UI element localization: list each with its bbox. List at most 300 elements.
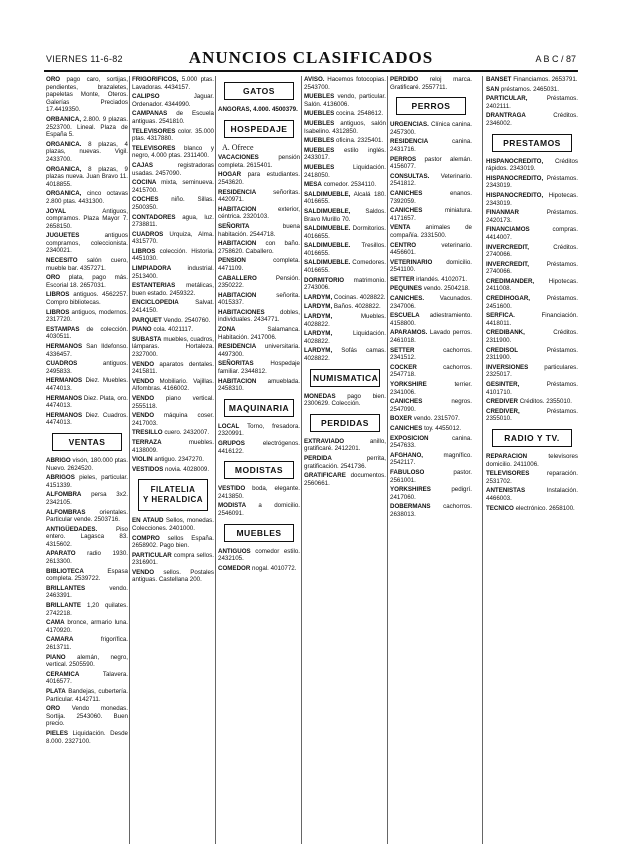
ad-keyword: AFGHANO, bbox=[390, 451, 423, 459]
classified-ad bbox=[46, 705, 128, 728]
ad-text: Alcalá 180. 4016655. bbox=[304, 190, 386, 206]
gatos-ad bbox=[218, 106, 300, 114]
classified-ad bbox=[218, 378, 300, 393]
classified-ad bbox=[132, 429, 214, 437]
ad-keyword: LARDYM, bbox=[304, 330, 333, 338]
classified-ad bbox=[132, 214, 214, 229]
ad-text: Financiamos. 2653791. bbox=[513, 76, 578, 83]
ad-text: irlandés. 4102071. bbox=[416, 275, 468, 283]
ad-text: Antiguos, compramos. Plaza Mayor 7. 2658150. bbox=[46, 207, 128, 230]
ad-text: exterior, céntrica. 2320103. bbox=[218, 205, 300, 221]
classified-ad bbox=[46, 343, 128, 358]
ad-text: Financiación. 4418011. bbox=[486, 312, 578, 327]
ad-text: agua, luz. 2738811. bbox=[132, 213, 214, 229]
classified-ad bbox=[46, 166, 128, 189]
ad-keyword: ORBANICA, bbox=[46, 115, 82, 123]
ad-text: canina. 2431716. bbox=[390, 138, 472, 153]
section-perros: PERROS bbox=[396, 97, 466, 115]
ad-keyword: MESA bbox=[304, 181, 322, 189]
ad-text: vendo. 2504218. bbox=[423, 285, 470, 293]
ad-text: perrita, gratificación. 2541736. bbox=[304, 454, 386, 470]
ad-keyword: HISPANOCREDITO, bbox=[486, 191, 544, 199]
classified-ad bbox=[218, 223, 300, 238]
ad-text: piano vertical. 2555118. bbox=[132, 394, 214, 410]
ad-keyword: INVERSIONES bbox=[486, 363, 529, 371]
classified-ad bbox=[132, 93, 214, 108]
ad-keyword: HABITACION bbox=[218, 377, 257, 385]
ad-keyword: PERROS bbox=[390, 155, 417, 163]
classified-ad bbox=[132, 569, 214, 584]
ad-text: veterinario. 4456601. bbox=[390, 241, 472, 257]
ad-keyword: TELEVISORES bbox=[132, 127, 176, 135]
ad-text: amueblada. 2458310. bbox=[218, 377, 300, 393]
classified-ad bbox=[390, 224, 472, 239]
ad-keyword: CAMA bbox=[46, 619, 65, 627]
classified-ad bbox=[218, 343, 300, 358]
ad-keyword: ESCUELA bbox=[390, 312, 420, 320]
ad-keyword: SALDIMUEBLE. bbox=[304, 242, 351, 250]
column-1 bbox=[46, 76, 128, 844]
ad-text: alemán, negro, vertical. 2505590. bbox=[46, 653, 128, 669]
classified-ad bbox=[46, 377, 128, 392]
ad-text: Instalación. 4466003. bbox=[486, 487, 578, 502]
classified-ad bbox=[46, 190, 128, 205]
ad-keyword: HERMANOS bbox=[46, 343, 83, 350]
classified-ad bbox=[218, 275, 300, 290]
ad-text: comedor estilo. 2432105. bbox=[218, 547, 300, 563]
issue-date: VIERNES 11-6-82 bbox=[46, 54, 123, 64]
ad-keyword: PENSION bbox=[218, 257, 246, 265]
ad-keyword: URGENCIAS. bbox=[390, 121, 429, 129]
ad-keyword: CREDIVER bbox=[486, 398, 518, 406]
ad-keyword: HABITACION bbox=[218, 240, 257, 248]
ad-text: orientales. Particular vende. 2503716. bbox=[46, 508, 128, 524]
ad-text: con baño. 2758620. Caballero. bbox=[218, 240, 300, 255]
ad-keyword: EN ATAUD bbox=[132, 517, 164, 525]
ad-text: Vendo. 2540760. bbox=[163, 316, 211, 324]
classified-ad bbox=[486, 76, 578, 84]
ad-keyword: HOGAR bbox=[218, 171, 242, 179]
classified-ad bbox=[304, 294, 386, 302]
classified-ad bbox=[218, 423, 300, 438]
ad-text: Hipotecas. 2343019. bbox=[486, 191, 578, 207]
section-hospedaje: HOSPEDAJE bbox=[224, 120, 294, 138]
classified-ad bbox=[304, 455, 386, 470]
ad-keyword: ESTAMPAS bbox=[46, 325, 80, 333]
column-divider bbox=[215, 76, 216, 844]
hospedaje-subheading: A. Ofrece bbox=[222, 142, 254, 152]
ad-text: compra sellos. 2316901. bbox=[132, 551, 214, 567]
ad-text: toy. 4455012. bbox=[424, 424, 462, 432]
classified-ad bbox=[218, 154, 300, 169]
ad-keyword: COCHES bbox=[132, 196, 159, 204]
classified-ad bbox=[46, 491, 128, 506]
classified-ad bbox=[218, 240, 300, 255]
classified-ad bbox=[132, 336, 214, 359]
ad-keyword: SUBASTA bbox=[132, 335, 162, 343]
ad-text: pago bien. 2300629. Colección. bbox=[304, 392, 386, 408]
ad-text: nogal. 4010772. bbox=[252, 564, 297, 572]
classified-ad bbox=[218, 548, 300, 563]
ad-keyword: ENCICLOPEDIA bbox=[132, 299, 179, 307]
ad-keyword: LIBROS bbox=[46, 291, 70, 299]
ad-keyword: VENDO bbox=[132, 377, 155, 385]
ad-text: cuero. 2432007. bbox=[164, 429, 210, 437]
classified-ad bbox=[132, 456, 214, 464]
classified-ad bbox=[304, 147, 386, 162]
ad-text: 1,20 quilates. 2742218. bbox=[46, 602, 128, 617]
classified-ad bbox=[390, 156, 472, 171]
classified-ad bbox=[46, 602, 128, 617]
section-radio-tv: RADIO Y TV. bbox=[492, 429, 572, 447]
ad-keyword: CUADROS bbox=[46, 360, 78, 368]
classified-ad bbox=[218, 440, 300, 455]
ad-keyword: DOBERMANS bbox=[390, 503, 431, 511]
ad-text: Veterinario. 2541812. bbox=[390, 172, 472, 188]
ad-text: Créditos. 2355010. bbox=[519, 398, 573, 406]
classified-ad bbox=[304, 76, 386, 91]
ad-keyword: BOXER bbox=[390, 415, 413, 423]
ad-text: sellos España. 2658902. Pago bien. bbox=[132, 534, 214, 550]
classified-ad bbox=[46, 208, 128, 231]
ad-text: Baños. 4028822. bbox=[333, 303, 381, 311]
classified-ad bbox=[390, 381, 472, 396]
ad-text: Préstamos. 2343019. bbox=[486, 174, 578, 190]
ad-text: Clínica canina. 2457300. bbox=[390, 121, 472, 136]
ad-keyword: COCKER bbox=[390, 363, 417, 371]
classified-ad bbox=[304, 259, 386, 274]
ad-text: anillo, gratificaré. 2412201. bbox=[304, 437, 386, 453]
ad-list bbox=[218, 154, 300, 393]
ad-text: Hipotecas. 2411008. bbox=[486, 277, 578, 293]
classified-ad bbox=[132, 552, 214, 567]
ad-text: miniatura. 4171657. bbox=[390, 207, 472, 222]
ad-text: Liquidación. 2418050. bbox=[304, 163, 386, 179]
ad-keyword: HABITACION bbox=[218, 205, 257, 213]
ad-keyword: CREDISOL bbox=[486, 346, 518, 354]
ad-keyword: MUEBLES bbox=[304, 146, 335, 154]
ad-text: préstamos. 2465031. bbox=[500, 85, 559, 93]
ad-keyword: INVERCREDIT, bbox=[486, 243, 529, 251]
ad-text: Mobiliario. Vajillas. Alfombras. 4166002. bbox=[132, 377, 214, 393]
ad-keyword: SETTER bbox=[390, 346, 415, 354]
ad-keyword: TELEVISORES bbox=[486, 470, 530, 478]
ad-keyword: HERMANOS bbox=[46, 394, 83, 402]
ad-keyword: GRUPOS bbox=[218, 440, 245, 447]
ad-text: Préstamos. 2355010. bbox=[486, 407, 578, 423]
ad-text: antiguos, salón Isabelino. 4312850. bbox=[304, 119, 386, 135]
ad-text: animales de compañía. 2331500. bbox=[390, 224, 472, 239]
classified-ad bbox=[46, 568, 128, 583]
classified-ad bbox=[132, 535, 214, 550]
ad-keyword: LOCAL bbox=[218, 422, 240, 430]
classified-ad bbox=[486, 244, 578, 259]
ad-keyword: ABRIGO bbox=[46, 456, 71, 464]
ad-keyword: HISPANOCREDITO, bbox=[486, 174, 544, 182]
ad-text: Hospedaje familiar. 2344812. bbox=[218, 360, 300, 376]
ad-keyword: PARTICULAR, bbox=[486, 95, 528, 103]
classified-ad bbox=[486, 381, 578, 396]
ad-text: Salamanca. Habitación. 2417006. bbox=[218, 326, 300, 341]
classified-ad bbox=[304, 330, 386, 345]
ad-keyword: CANICHES bbox=[390, 398, 423, 406]
ad-text: metálicas, buen estado. 2459322. bbox=[132, 282, 214, 297]
ad-keyword: CALIPSO bbox=[132, 93, 160, 101]
section-modistas: MODISTAS bbox=[224, 461, 294, 479]
ad-keyword: CUADROS bbox=[132, 230, 164, 238]
ad-keyword: CERAMICA bbox=[46, 670, 80, 678]
classified-ad bbox=[486, 295, 578, 310]
ad-text: adiestramiento. 4158800. bbox=[390, 312, 472, 327]
ad-text: Diez. Cuadros. 4474013. bbox=[46, 411, 128, 427]
ad-keyword: CREDIVER, bbox=[486, 407, 520, 415]
ad-text: magnífico. 2542117. bbox=[390, 451, 472, 467]
ad-text: reparación. 2531702. bbox=[486, 470, 578, 485]
classified-ad bbox=[46, 274, 128, 289]
ad-text: Créditos. 2346002. bbox=[486, 112, 578, 127]
ad-text: Créditos. 2311900. bbox=[486, 329, 578, 345]
ad-keyword: APARATO bbox=[46, 550, 76, 558]
classified-ad bbox=[486, 505, 578, 513]
ad-keyword: YORKSHIRES bbox=[390, 486, 431, 494]
classified-ad bbox=[390, 347, 472, 362]
ad-text: Créditos rápidos. 2343019. bbox=[486, 157, 578, 173]
ad-text: a domicilio. 2546091. bbox=[218, 502, 300, 517]
ad-keyword: JOYAL bbox=[46, 207, 67, 215]
ad-keyword: JUGUETES bbox=[46, 232, 80, 240]
ad-keyword: SALDIMUEBLE. bbox=[304, 225, 351, 233]
classified-ad bbox=[46, 457, 128, 472]
ad-keyword: GRATIFICARE bbox=[304, 472, 346, 480]
classified-ad bbox=[390, 398, 472, 413]
ad-text: 8 plazas, 9 plazas nueva. Juan Bravo 11. 4018855. bbox=[46, 165, 128, 188]
classified-ad bbox=[304, 303, 386, 311]
classified-ad bbox=[486, 347, 578, 362]
ad-text: Sellos, monedas. Colecciones. 2401000. bbox=[132, 517, 214, 532]
classified-ad bbox=[390, 276, 472, 284]
ad-keyword: DORMITORIO bbox=[304, 276, 345, 284]
classified-ad bbox=[390, 76, 472, 91]
ad-keyword: CENTRO bbox=[390, 241, 417, 249]
ad-text: 5.000 ptas. Lavadoras. 4434157. bbox=[132, 76, 214, 91]
classified-ad bbox=[46, 395, 128, 410]
ad-keyword: CREDIMANDER, bbox=[486, 277, 535, 285]
ad-text: industrial. 2513400. bbox=[132, 265, 214, 280]
ad-text: de colección. 4030511. bbox=[46, 325, 128, 341]
classified-ad bbox=[218, 206, 300, 221]
ad-text: cachorros. 2638013. bbox=[390, 503, 472, 518]
ad-keyword: COMPRO bbox=[132, 534, 160, 542]
ad-text: canina. 2547633. bbox=[390, 434, 472, 450]
classified-ad bbox=[486, 261, 578, 276]
ad-keyword: CAMPANAS bbox=[132, 110, 168, 118]
ad-list bbox=[218, 548, 300, 573]
ad-text: novia. 4028009. bbox=[165, 465, 210, 473]
ad-text: pedigrí. 2417060. bbox=[390, 486, 472, 501]
classified-ad bbox=[304, 225, 386, 240]
ad-list bbox=[390, 76, 472, 91]
ad-text: Urquiza, Alma. 4315770. bbox=[132, 230, 214, 246]
classified-ad bbox=[46, 76, 128, 114]
ad-keyword: VENDO bbox=[132, 412, 155, 420]
classified-ad bbox=[132, 466, 214, 474]
ad-text: antiguos. 2495833. bbox=[46, 360, 128, 375]
classified-ad bbox=[390, 259, 472, 274]
ad-text: Comedores. 4016655. bbox=[304, 259, 386, 275]
classified-ad bbox=[46, 619, 128, 634]
ad-text: Bandejas, cubertería. Particular. 4142711. bbox=[46, 687, 128, 703]
ad-text: Piso entero. Lagasca 83. 4315602. bbox=[46, 525, 128, 548]
ad-text: reloj marca. Gratificaré. 2557711. bbox=[390, 76, 472, 91]
ad-keyword: TRESILLO bbox=[132, 429, 163, 437]
classified-ad bbox=[390, 503, 472, 518]
ad-keyword: ANTIGÜEDADES. bbox=[46, 525, 98, 533]
ad-keyword: CONTADORES bbox=[132, 213, 176, 221]
classified-ad bbox=[486, 95, 578, 110]
ad-text: cocina. 2548612. bbox=[336, 110, 384, 118]
ad-keyword: PIANO bbox=[132, 326, 152, 334]
classified-ad bbox=[486, 453, 578, 468]
ad-keyword: INVERCREDIT, bbox=[486, 260, 529, 268]
ad-keyword: MUEBLES bbox=[304, 110, 335, 118]
ad-list bbox=[132, 76, 214, 473]
classified-ad bbox=[390, 486, 472, 501]
section-prestamos: PRESTAMOS bbox=[492, 134, 572, 152]
ad-text: enanos. 7392059. bbox=[390, 189, 472, 205]
ad-text: mixta, seminueva. 2415700. bbox=[132, 179, 214, 194]
ad-text: salón cuero, mueble bar. 4357271. bbox=[46, 257, 128, 272]
classified-ad bbox=[132, 76, 214, 91]
column-4 bbox=[304, 76, 386, 844]
ad-text: universitaria. 4497300. bbox=[218, 343, 300, 358]
ad-list bbox=[218, 423, 300, 455]
ad-text: color. 35.000 ptas. 4317880. bbox=[132, 127, 214, 143]
ad-keyword: ORO bbox=[46, 274, 61, 282]
section-filatelia bbox=[138, 479, 208, 511]
classified-ad bbox=[486, 158, 578, 173]
ad-keyword: SEÑORITA bbox=[218, 222, 250, 230]
ad-keyword: FINANMAR bbox=[486, 209, 519, 217]
ad-text: 2.800. 9 plazas. 2523700. Lineal. Plaza de España 5. bbox=[46, 115, 128, 139]
ad-text: boda, elegante. 2413850. bbox=[218, 485, 300, 500]
ad-text: señorita. 4015337. bbox=[218, 291, 300, 307]
classified-ad bbox=[46, 309, 128, 324]
ad-keyword: PLATA bbox=[46, 687, 66, 695]
ad-keyword: HISPANOCREDITO, bbox=[486, 157, 544, 165]
classified-ad bbox=[46, 688, 128, 703]
ad-keyword: HERMANOS bbox=[46, 377, 83, 385]
ad-text: estilo inglés. 2433017. bbox=[304, 146, 386, 162]
ad-keyword: SERFICA. bbox=[486, 312, 515, 320]
ad-keyword: VESTIDO bbox=[218, 485, 246, 493]
classified-ad bbox=[132, 378, 214, 393]
ad-keyword: CAMARA bbox=[46, 636, 74, 644]
column-divider bbox=[301, 76, 302, 844]
ad-text: matrimonio. 2743006. bbox=[304, 276, 386, 292]
classified-ad bbox=[132, 317, 214, 325]
ad-text: pastor. 2561001. bbox=[390, 468, 472, 484]
classified-ad bbox=[390, 242, 472, 257]
ad-keyword: LARDYM, bbox=[304, 347, 333, 355]
ad-text: domicilio. 2541100. bbox=[390, 258, 472, 274]
classified-ad bbox=[46, 654, 128, 669]
ad-keyword: HABITACIONES bbox=[218, 308, 265, 316]
ad-keyword: ORO bbox=[46, 76, 61, 83]
ad-list bbox=[486, 453, 578, 512]
classified-ad bbox=[46, 141, 128, 164]
ad-keyword: CABALLERO bbox=[218, 274, 257, 282]
ad-text: particulares. 2325017. bbox=[486, 363, 578, 379]
ad-keyword: HERMANOS bbox=[46, 411, 83, 419]
classified-ad bbox=[304, 313, 386, 328]
classified-ad bbox=[46, 730, 128, 745]
classified-ad bbox=[132, 517, 214, 532]
ad-keyword: MUEBLES bbox=[304, 93, 335, 101]
classified-ad bbox=[218, 326, 300, 341]
ad-keyword: FRIGORIFICOS, bbox=[132, 76, 179, 83]
classified-ad bbox=[218, 189, 300, 204]
ad-keyword: PIANO bbox=[46, 653, 66, 661]
ad-keyword: PERDIDA bbox=[304, 454, 332, 462]
ad-text: muebles. 4138009. bbox=[132, 438, 214, 454]
ad-text: compras. 4414007. bbox=[486, 226, 578, 241]
ad-text: Préstamos. 2311900. bbox=[486, 346, 578, 362]
ad-keyword: FINANCIAMOS bbox=[486, 226, 530, 234]
ad-text: visón, 180.000 ptas. Nuevo. 2624520. bbox=[46, 456, 128, 472]
ad-text: dobles, individuales. 2434771. bbox=[218, 308, 300, 324]
classified-ad bbox=[390, 452, 472, 467]
ad-keyword: VENTA bbox=[390, 224, 411, 232]
classified-ad bbox=[486, 226, 578, 241]
ad-text: Jaguar. Ordenador. 4344990. bbox=[132, 93, 214, 108]
ad-keyword: MONEDAS bbox=[304, 392, 336, 400]
classified-ad bbox=[218, 257, 300, 272]
page-folio: A B C / 87 bbox=[535, 54, 576, 64]
classified-ad bbox=[218, 292, 300, 307]
ad-text: antiguos compramos, coleccionista. 2340021. bbox=[46, 232, 128, 255]
ad-keyword: LIBROS bbox=[46, 308, 70, 316]
classified-ad bbox=[304, 277, 386, 292]
ad-text: electrógenos. 4416122. bbox=[218, 440, 300, 455]
classified-ad bbox=[304, 93, 386, 108]
ad-text: señoritas. 4420971. bbox=[218, 188, 300, 204]
section-filatelia-line1: FILATELIA bbox=[150, 485, 196, 495]
classified-ad bbox=[218, 360, 300, 375]
ad-text: Liquidación. 4028822. bbox=[304, 330, 386, 345]
ad-keyword: TECNICO bbox=[486, 504, 514, 512]
ad-keyword: ORGANICA, bbox=[46, 190, 82, 198]
classified-ad bbox=[132, 265, 214, 280]
classified-ad bbox=[46, 412, 128, 427]
ad-list bbox=[46, 76, 128, 427]
ad-keyword: ESTANTERIAS bbox=[132, 282, 176, 290]
ad-list bbox=[486, 76, 578, 128]
ad-text: máquina coser. 2417003. bbox=[132, 412, 214, 427]
classified-ad bbox=[218, 309, 300, 324]
classified-ad bbox=[390, 190, 472, 205]
ad-text: Espasa completa. 2539722. bbox=[46, 567, 128, 583]
classified-ad bbox=[390, 425, 472, 433]
column-2 bbox=[132, 76, 214, 844]
ad-list bbox=[486, 158, 578, 423]
ad-keyword: CANICHES bbox=[390, 189, 423, 197]
column-3 bbox=[218, 76, 300, 844]
ad-list bbox=[304, 76, 386, 363]
classified-ad bbox=[218, 502, 300, 517]
classified-ad bbox=[486, 86, 578, 94]
ad-keyword: VIOLIN bbox=[132, 456, 153, 464]
ad-text: registradoras usadas. 2457090. bbox=[132, 161, 214, 177]
